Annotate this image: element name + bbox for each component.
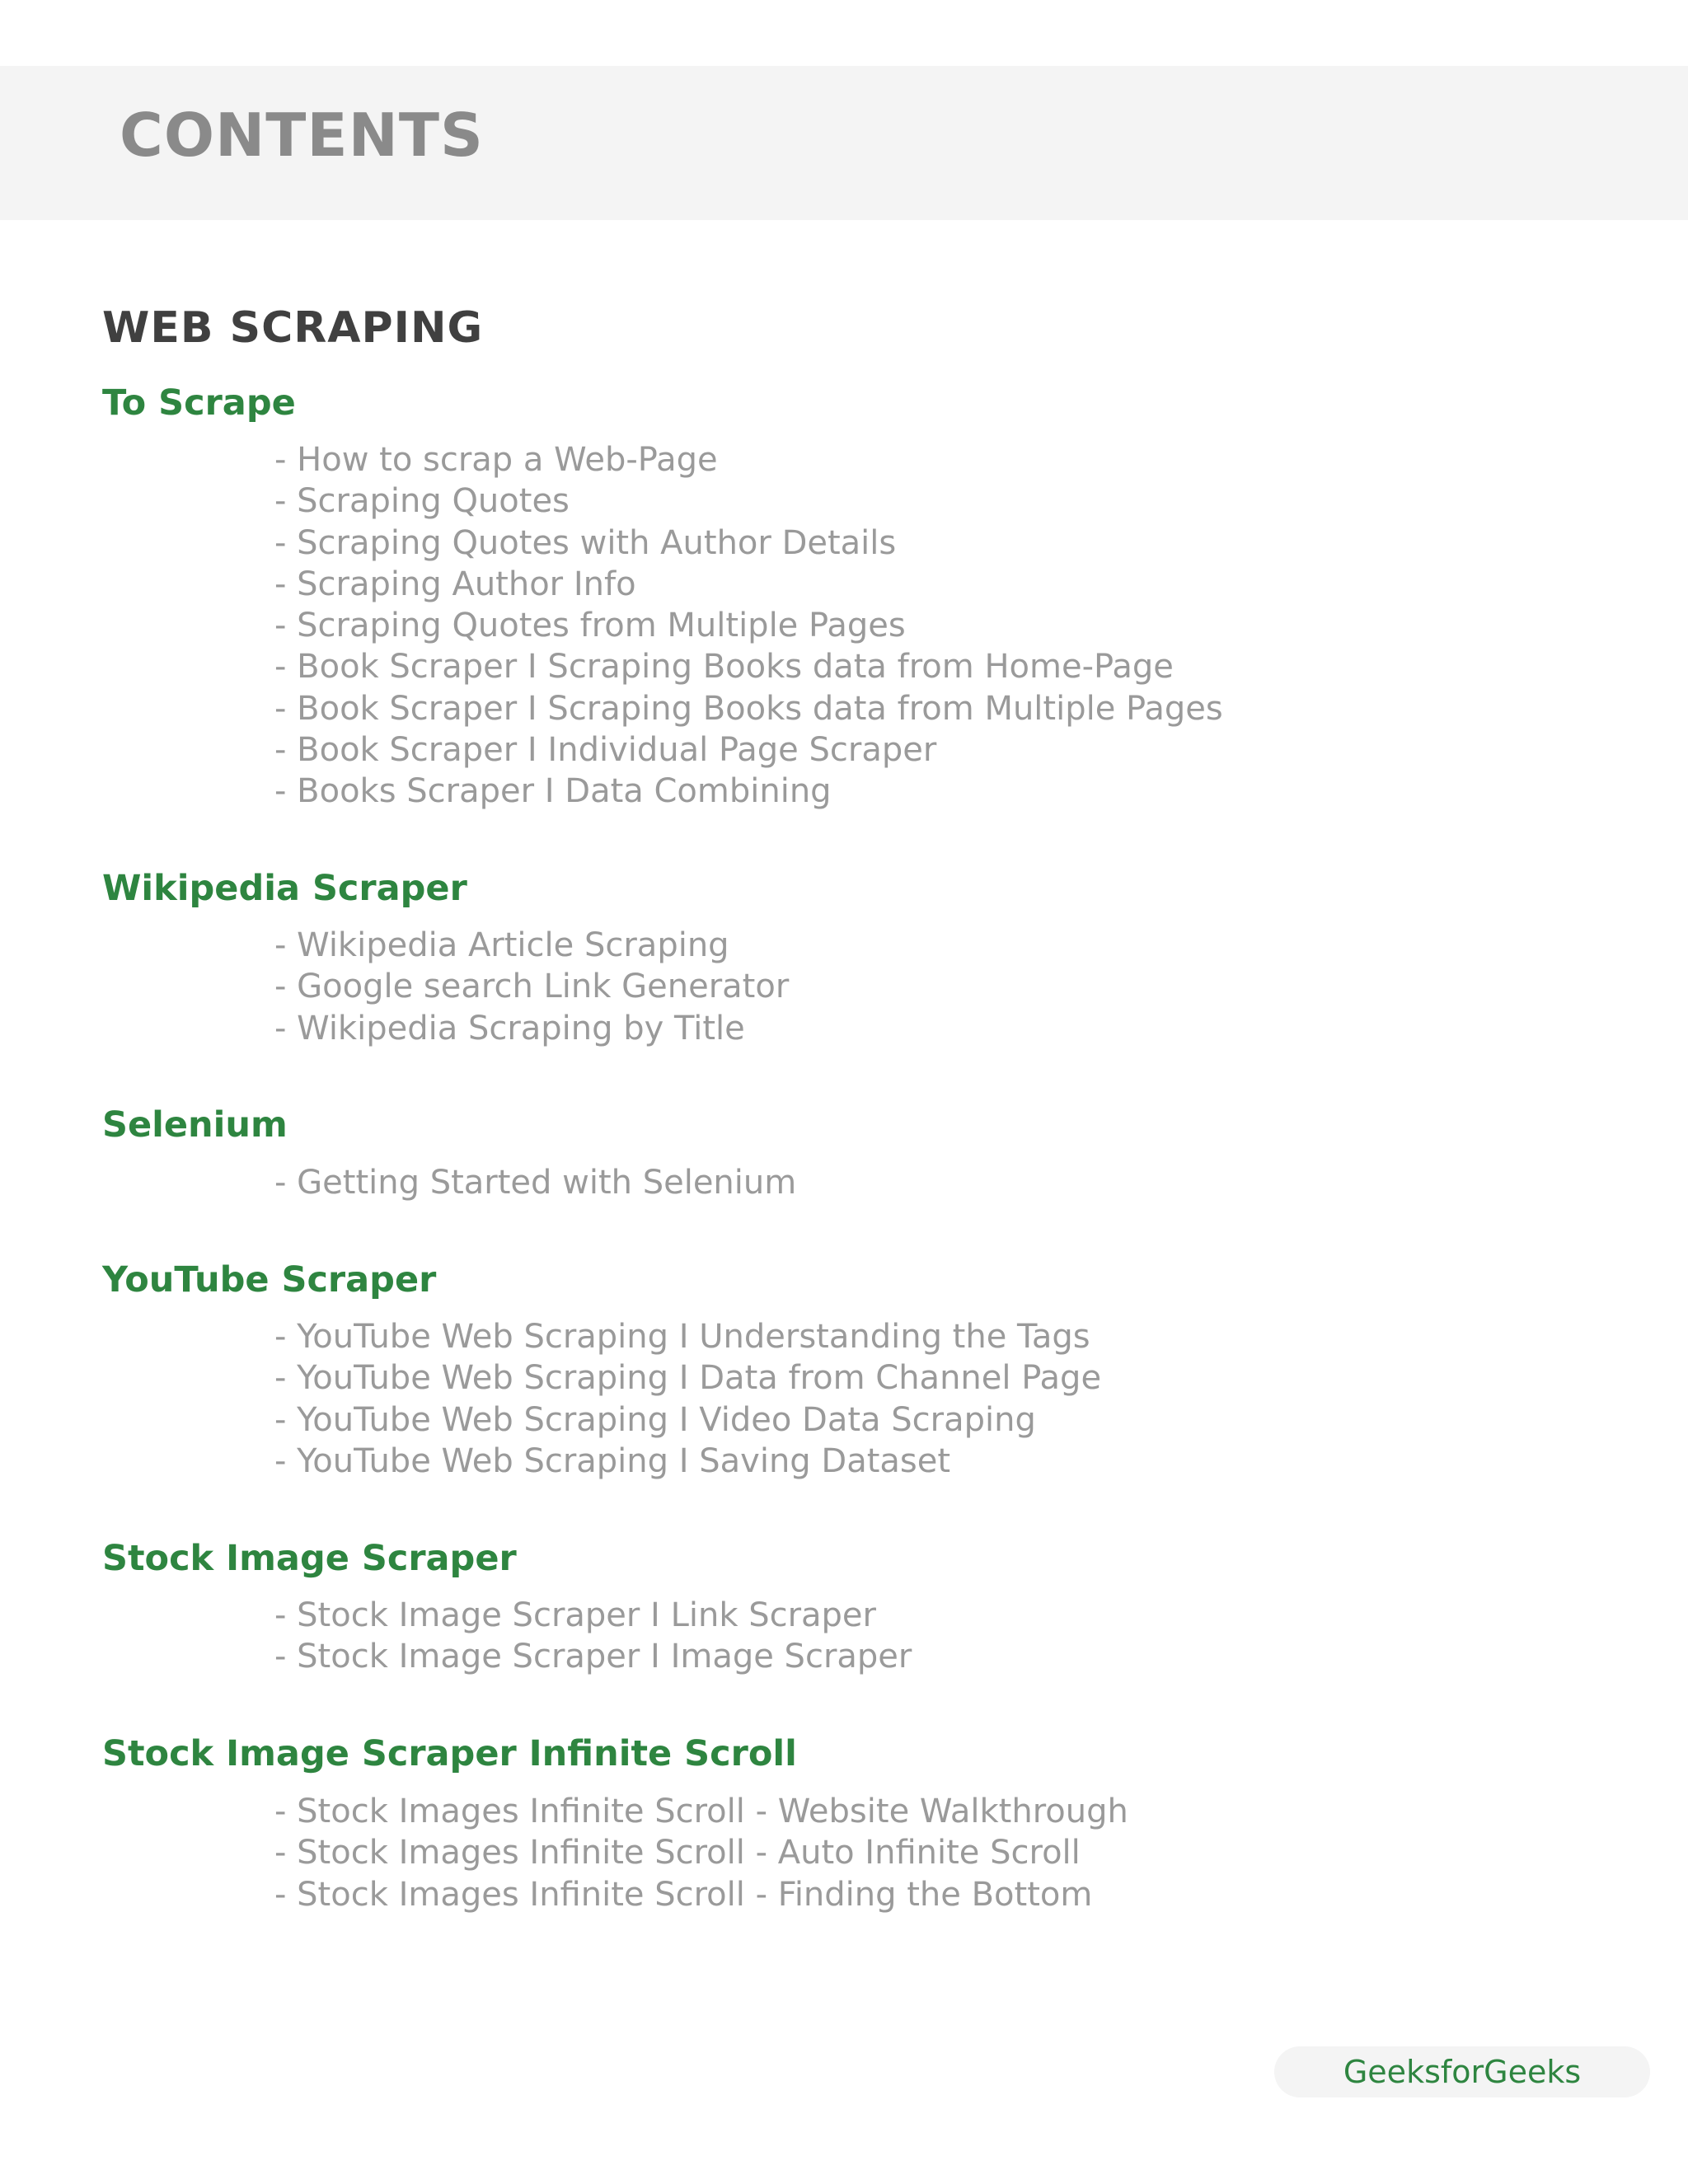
toc-item[interactable]: - Book Scraper I Scraping Books data from Home-Page bbox=[274, 648, 1174, 687]
toc-item[interactable]: - YouTube Web Scraping I Understanding the Tags bbox=[274, 1318, 1090, 1356]
footer-badge bbox=[1274, 2046, 1650, 2097]
toc-list-stock-image-scraper bbox=[274, 1595, 912, 1678]
toc-item[interactable]: - Stock Image Scraper I Image Scraper bbox=[274, 1638, 912, 1676]
toc-item[interactable]: - Google search Link Generator bbox=[274, 968, 790, 1006]
toc-item[interactable]: - Book Scraper I Individual Page Scraper bbox=[274, 731, 937, 770]
group-heading-selenium: Selenium bbox=[102, 1104, 288, 1146]
toc-item[interactable]: - Scraping Quotes from Multiple Pages bbox=[274, 607, 906, 645]
toc-item[interactable]: - Scraping Quotes with Author Details bbox=[274, 523, 897, 562]
brand-logo-text: GeeksforGeeks bbox=[1343, 2054, 1582, 2090]
toc-item[interactable]: - Getting Started with Selenium bbox=[274, 1164, 797, 1202]
group-heading-stock-image-scraper: Stock Image Scraper bbox=[102, 1538, 517, 1579]
toc-item[interactable]: - Wikipedia Scraping by Title bbox=[274, 1009, 745, 1047]
group-heading-youtube-scraper: YouTube Scraper bbox=[102, 1259, 437, 1301]
toc-item[interactable]: - YouTube Web Scraping I Video Data Scraping bbox=[274, 1400, 1036, 1439]
toc-list-youtube-scraper bbox=[274, 1316, 1101, 1482]
group-heading-to-scrape: To Scrape bbox=[102, 382, 296, 424]
toc-item[interactable]: - Stock Image Scraper I Link Scraper bbox=[274, 1596, 876, 1634]
toc-list-stock-image-scraper-infinite-scroll bbox=[274, 1791, 1128, 1915]
group-heading-stock-image-scraper-infinite-scroll: Stock Image Scraper Infinite Scroll bbox=[102, 1733, 797, 1774]
toc-list-selenium bbox=[274, 1162, 796, 1203]
toc-item[interactable]: - Scraping Quotes bbox=[274, 482, 570, 521]
toc-item[interactable]: - Stock Images Infinite Scroll - Auto Infinite Scroll bbox=[274, 1834, 1081, 1872]
toc-item[interactable]: - How to scrap a Web-Page bbox=[274, 441, 718, 479]
toc-item[interactable]: - Books Scraper I Data Combining bbox=[274, 772, 832, 811]
toc-item[interactable]: - Wikipedia Article Scraping bbox=[274, 926, 729, 964]
toc-item[interactable]: - YouTube Web Scraping I Data from Channel Page bbox=[274, 1359, 1102, 1398]
toc-list-wikipedia-scraper bbox=[274, 925, 789, 1049]
group-heading-wikipedia-scraper: Wikipedia Scraper bbox=[102, 868, 467, 909]
toc-item[interactable]: - Scraping Author Info bbox=[274, 565, 636, 603]
toc-list-to-scrape bbox=[274, 439, 1223, 813]
toc-item[interactable]: - YouTube Web Scraping I Saving Dataset bbox=[274, 1441, 951, 1480]
section-title: WEB SCRAPING bbox=[102, 303, 484, 353]
toc-item[interactable]: - Stock Images Infinite Scroll - Finding the Bottom bbox=[274, 1875, 1093, 1914]
toc-item[interactable]: - Stock Images Infinite Scroll - Website Walkthrough bbox=[274, 1793, 1128, 1830]
page-title: CONTENTS bbox=[120, 101, 484, 170]
toc-item[interactable]: - Book Scraper I Scraping Books data from Multiple Pages bbox=[274, 689, 1223, 728]
